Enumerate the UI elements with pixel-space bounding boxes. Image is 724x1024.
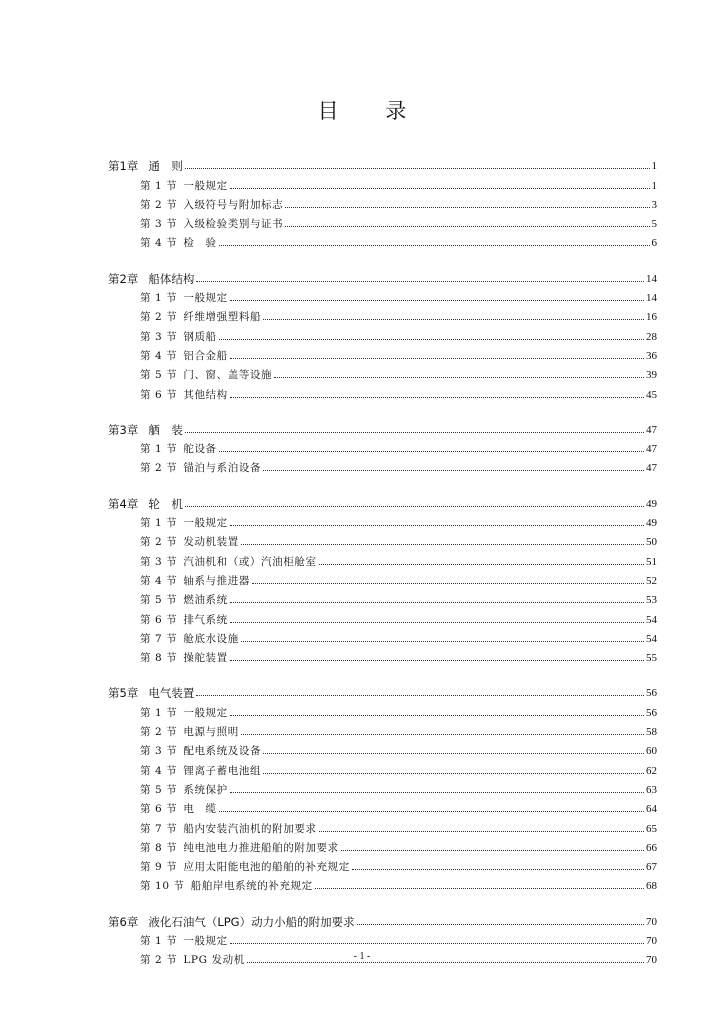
toc-chapter-entry[interactable]	[108, 418, 657, 437]
section-page-number: 16	[646, 311, 657, 324]
section-page-number: 55	[646, 652, 657, 665]
section-page-number: 51	[646, 555, 657, 568]
leader-dots	[263, 753, 644, 754]
section-page-number: 47	[646, 443, 657, 456]
chapter-number: 第1章	[108, 159, 139, 174]
section-label	[140, 555, 317, 569]
section-number: 第 4 节	[140, 349, 178, 362]
section-page-number: 49	[646, 517, 657, 530]
section-title: 一般规定	[183, 179, 228, 192]
section-title: 船舶岸电系统的补充规定	[190, 880, 313, 893]
chapter-label	[108, 272, 194, 286]
leader-dots	[230, 525, 644, 526]
section-number: 第 8 节	[140, 841, 178, 854]
section-label	[140, 802, 217, 816]
toc-section-entry[interactable]	[108, 324, 657, 343]
toc-chapter	[108, 491, 657, 665]
toc-chapter	[108, 266, 657, 401]
chapter-number: 第6章	[108, 914, 139, 929]
section-page-number: 62	[646, 764, 657, 777]
section-number: 第 8 节	[140, 652, 178, 665]
section-label	[140, 841, 339, 855]
section-label	[140, 764, 261, 778]
section-title: 燃油系统	[183, 594, 228, 607]
page-number: - 1 -	[353, 951, 371, 962]
chapter-number: 第5章	[108, 686, 139, 701]
leader-dots	[241, 734, 644, 735]
section-page-number: 58	[646, 726, 657, 739]
section-label	[140, 822, 317, 836]
chapter-label	[108, 686, 194, 700]
section-page-number: 45	[646, 388, 657, 401]
section-label	[140, 725, 239, 739]
chapter-label	[108, 159, 183, 173]
toc-section-entry[interactable]	[108, 193, 657, 212]
section-number: 第 6 节	[140, 388, 178, 401]
toc-section-entry[interactable]	[108, 305, 657, 324]
leader-dots	[247, 962, 644, 963]
section-label	[140, 613, 228, 627]
leader-dots	[252, 583, 644, 584]
section-page-number: 14	[646, 292, 657, 305]
section-number: 第 1 节	[140, 934, 178, 947]
section-label	[140, 179, 228, 193]
toc-chapter	[108, 681, 657, 893]
section-title: 船内安装汽油机的附加要求	[183, 822, 317, 835]
section-number: 第 6 节	[140, 803, 178, 816]
section-title: 钢质船	[183, 330, 217, 343]
chapter-title: 舾 装	[148, 422, 183, 437]
section-title: 入级检验类别与证书	[183, 218, 284, 231]
section-title: 一般规定	[183, 706, 228, 719]
section-number: 第 9 节	[140, 861, 178, 874]
chapter-page-number: 1	[651, 160, 657, 173]
section-number: 第 2 节	[140, 462, 178, 475]
leader-dots	[241, 641, 644, 642]
section-label	[140, 651, 228, 665]
section-number: 第 4 节	[140, 764, 178, 777]
section-number: 第 7 节	[140, 632, 178, 645]
section-number: 第 1 节	[140, 706, 178, 719]
section-label	[140, 744, 261, 758]
section-label	[140, 442, 217, 456]
section-title: 操舵装置	[183, 652, 228, 665]
section-label	[140, 349, 228, 363]
chapter-label	[108, 915, 355, 929]
toc-section-entry[interactable]	[108, 382, 657, 401]
section-number: 第 2 节	[140, 311, 178, 324]
section-label	[140, 783, 228, 797]
toc-section-entry[interactable]	[108, 437, 657, 456]
chapter-title: 轮 机	[148, 496, 183, 511]
section-number: 第 5 节	[140, 369, 178, 382]
chapter-title: 电气装置	[148, 686, 195, 701]
toc-chapter-entry[interactable]	[108, 491, 657, 510]
leader-dots	[285, 226, 649, 227]
section-label	[140, 516, 228, 530]
chapter-label	[108, 497, 183, 511]
leader-dots	[185, 506, 644, 507]
toc-chapter-entry[interactable]	[108, 154, 657, 173]
leader-dots	[219, 451, 644, 452]
section-page-number: 64	[646, 803, 657, 816]
leader-dots	[230, 188, 650, 189]
section-label	[140, 879, 313, 893]
toc-chapter	[108, 418, 657, 476]
toc-section-entry[interactable]	[108, 758, 657, 777]
section-page-number: 70	[646, 954, 657, 967]
toc-section-entry[interactable]	[108, 929, 657, 948]
toc-section-entry[interactable]	[108, 720, 657, 739]
toc-section-entry[interactable]	[108, 173, 657, 192]
section-page-number: 36	[646, 349, 657, 362]
section-page-number: 50	[646, 536, 657, 549]
chapter-number: 第4章	[108, 496, 139, 511]
leader-dots	[230, 622, 644, 623]
section-title: 舱底水设施	[183, 632, 239, 645]
section-label	[140, 310, 261, 324]
toc-section-entry[interactable]	[108, 874, 657, 893]
section-page-number: 54	[646, 613, 657, 626]
leader-dots	[196, 695, 644, 696]
leader-dots	[263, 773, 644, 774]
section-title: 排气系统	[183, 613, 228, 626]
section-page-number: 63	[646, 783, 657, 796]
chapter-title: 通 则	[148, 159, 183, 174]
section-page-number: 39	[646, 369, 657, 382]
section-title: 入级符号与附加标志	[183, 198, 284, 211]
chapter-label	[108, 423, 183, 437]
toc-chapter	[108, 154, 657, 250]
leader-dots	[230, 300, 644, 301]
leader-dots	[230, 358, 644, 359]
section-title: LPG 发动机	[183, 954, 245, 967]
toc-section-entry[interactable]	[108, 212, 657, 231]
section-title: 其他结构	[183, 388, 228, 401]
section-page-number: 56	[646, 706, 657, 719]
toc-section-entry[interactable]	[108, 797, 657, 816]
section-label	[140, 593, 228, 607]
section-page-number: 3	[651, 198, 657, 211]
chapter-title: 液化石油气（LPG）动力小船的附加要求	[148, 914, 355, 929]
section-title: 电源与照明	[183, 726, 239, 739]
toc-section-entry[interactable]	[108, 363, 657, 382]
section-number: 第 1 节	[140, 292, 178, 305]
leader-dots	[274, 377, 644, 378]
leader-dots	[241, 544, 644, 545]
leader-dots	[230, 943, 644, 944]
section-title: 检 验	[183, 237, 217, 250]
section-label	[140, 461, 261, 475]
section-label	[140, 291, 228, 305]
section-title: 发动机装置	[183, 536, 239, 549]
section-label	[140, 535, 239, 549]
chapter-page-number: 70	[646, 915, 657, 928]
section-label	[140, 236, 217, 250]
section-title: 锂离子蓄电池组	[183, 764, 262, 777]
toc-section-entry[interactable]	[108, 231, 657, 250]
section-title: 汽油机和（或）汽油柜舱室	[183, 555, 317, 568]
section-number: 第 3 节	[140, 555, 178, 568]
toc-section-entry[interactable]	[108, 344, 657, 363]
section-number: 第 1 节	[140, 443, 178, 456]
toc-section-entry[interactable]	[108, 700, 657, 719]
toc-section-entry[interactable]	[108, 588, 657, 607]
toc-section-entry[interactable]	[108, 511, 657, 530]
chapter-page-number: 14	[646, 272, 657, 285]
section-label	[140, 632, 239, 646]
section-label	[140, 368, 272, 382]
section-number: 第 5 节	[140, 594, 178, 607]
section-number: 第 3 节	[140, 745, 178, 758]
chapter-page-number: 47	[646, 423, 657, 436]
section-number: 第 6 节	[140, 613, 178, 626]
leader-dots	[185, 168, 650, 169]
section-label	[140, 330, 217, 344]
section-title: 电 缆	[183, 803, 217, 816]
section-page-number: 6	[651, 237, 657, 250]
section-page-number: 70	[646, 934, 657, 947]
toc-section-entry[interactable]	[108, 549, 657, 568]
chapter-title: 船体结构	[148, 271, 195, 286]
section-title: 门、窗、盖等设施	[183, 369, 273, 382]
section-page-number: 65	[646, 822, 657, 835]
toc-chapter-entry[interactable]	[108, 909, 657, 928]
section-title: 轴系与推进器	[183, 574, 250, 587]
section-number: 第 3 节	[140, 330, 178, 343]
leader-dots	[230, 602, 644, 603]
leader-dots	[219, 339, 644, 340]
leader-dots	[185, 432, 644, 433]
leader-dots	[230, 660, 644, 661]
section-number: 第 4 节	[140, 237, 178, 250]
section-number: 第 5 节	[140, 783, 178, 796]
leader-dots	[263, 470, 644, 471]
section-page-number: 1	[651, 179, 657, 192]
toc-chapter-entry[interactable]	[108, 681, 657, 700]
leader-dots	[315, 888, 644, 889]
chapter-number: 第2章	[108, 271, 139, 286]
toc-section-entry[interactable]	[108, 607, 657, 626]
leader-dots	[196, 281, 644, 282]
toc-section-entry[interactable]	[108, 627, 657, 646]
section-title: 系统保护	[183, 783, 228, 796]
section-title: 舵设备	[183, 443, 217, 456]
section-number: 第 1 节	[140, 179, 178, 192]
toc-chapter-entry[interactable]	[108, 266, 657, 285]
chapter-page-number: 56	[646, 687, 657, 700]
section-title: 纯电池电力推进船舶的附加要求	[183, 841, 339, 854]
section-number: 第 3 节	[140, 218, 178, 231]
leader-dots	[219, 811, 644, 812]
toc-section-entry[interactable]	[108, 569, 657, 588]
section-label	[140, 574, 250, 588]
section-number: 第 4 节	[140, 574, 178, 587]
toc-section-entry[interactable]	[108, 646, 657, 665]
toc-section-entry[interactable]	[108, 778, 657, 797]
section-number: 第 7 节	[140, 822, 178, 835]
section-title: 纤维增强塑料船	[183, 311, 262, 324]
section-title: 铝合金船	[183, 349, 228, 362]
leader-dots	[341, 850, 644, 851]
toc-section-entry[interactable]	[108, 530, 657, 549]
leader-dots	[352, 869, 644, 870]
section-label	[140, 388, 228, 402]
leader-dots	[319, 831, 644, 832]
toc-section-entry[interactable]	[108, 816, 657, 835]
section-page-number: 66	[646, 841, 657, 854]
table-of-contents	[108, 154, 657, 983]
leader-dots	[319, 564, 644, 565]
section-page-number: 52	[646, 574, 657, 587]
section-page-number: 54	[646, 632, 657, 645]
section-label	[140, 198, 283, 212]
section-label	[140, 217, 283, 231]
toc-section-entry[interactable]	[108, 855, 657, 874]
section-page-number: 68	[646, 880, 657, 893]
chapter-page-number: 49	[646, 497, 657, 510]
section-page-number: 5	[651, 218, 657, 231]
section-number: 第 2 节	[140, 726, 178, 739]
leader-dots	[230, 792, 644, 793]
leader-dots	[285, 207, 649, 208]
section-page-number: 60	[646, 745, 657, 758]
section-number: 第 2 节	[140, 954, 178, 967]
section-number: 第 2 节	[140, 536, 178, 549]
section-page-number: 53	[646, 594, 657, 607]
section-number: 第 1 节	[140, 517, 178, 530]
section-title: 一般规定	[183, 292, 228, 305]
toc-section-entry[interactable]	[108, 456, 657, 475]
section-number: 第 2 节	[140, 198, 178, 211]
section-title: 一般规定	[183, 934, 228, 947]
chapter-number: 第3章	[108, 422, 139, 437]
section-page-number: 47	[646, 462, 657, 475]
section-label	[140, 860, 350, 874]
section-title: 锚泊与系泊设备	[183, 462, 262, 475]
page-title: 目 录	[317, 99, 427, 123]
section-title: 一般规定	[183, 517, 228, 530]
toc-section-entry[interactable]	[108, 836, 657, 855]
section-label	[140, 934, 228, 948]
leader-dots	[230, 715, 644, 716]
section-page-number: 67	[646, 861, 657, 874]
section-label	[140, 706, 228, 720]
section-number: 第 10 节	[140, 880, 185, 893]
leader-dots	[357, 924, 644, 925]
section-title: 应用太阳能电池的船舶的补充规定	[183, 861, 350, 874]
leader-dots	[219, 245, 650, 246]
leader-dots	[263, 319, 644, 320]
toc-section-entry[interactable]	[108, 739, 657, 758]
leader-dots	[230, 397, 644, 398]
section-title: 配电系统及设备	[183, 745, 262, 758]
toc-section-entry[interactable]	[108, 286, 657, 305]
section-page-number: 28	[646, 330, 657, 343]
